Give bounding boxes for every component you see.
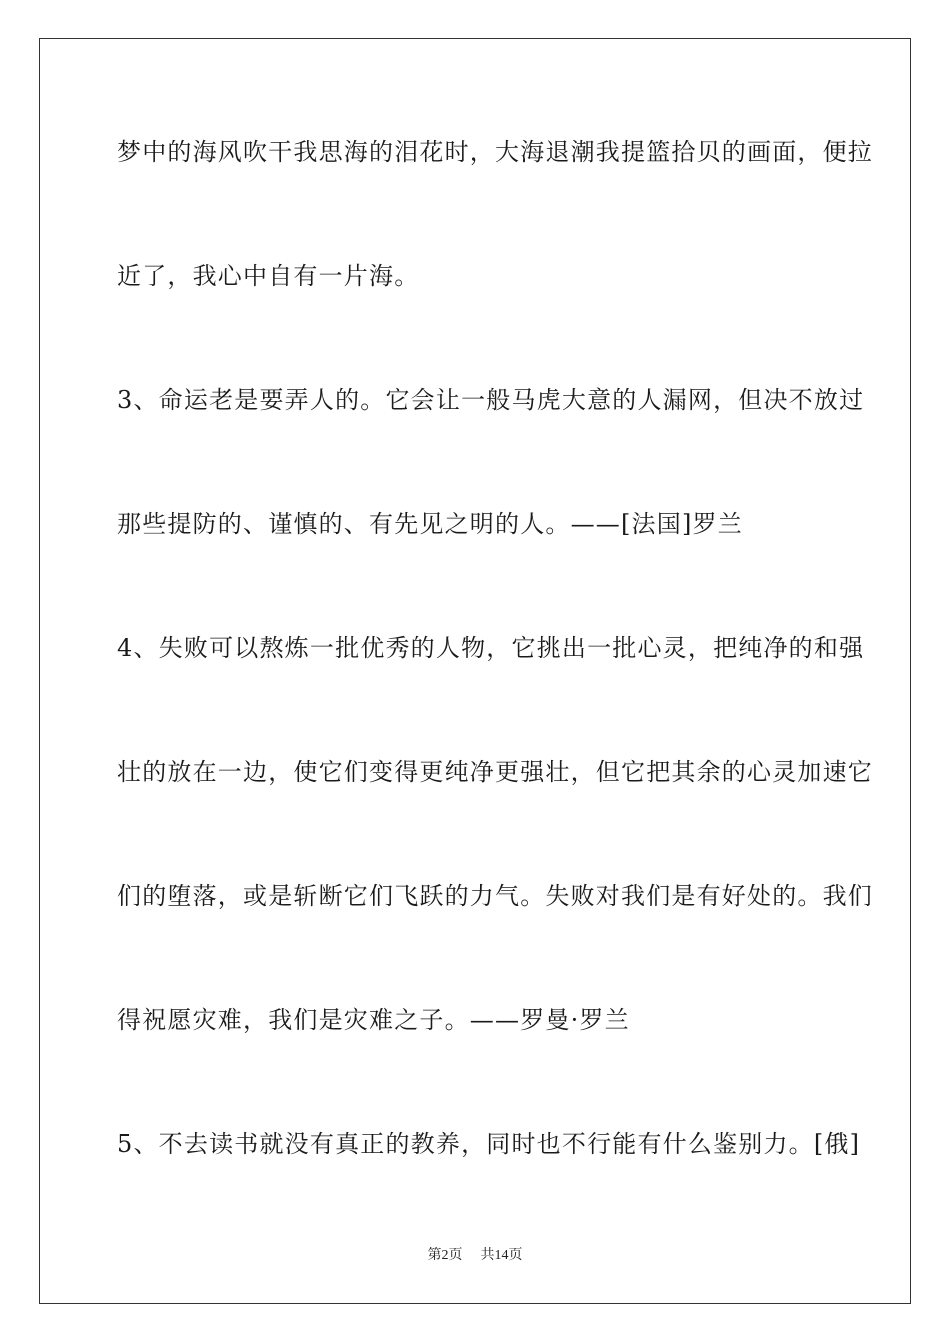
text-line: 壮的放在一边，使它们变得更纯净更强壮，但它把其余的心灵加速它 — [117, 758, 873, 786]
page-number: 第2页 — [427, 1248, 463, 1263]
text-line: 4、失败可以熬炼一批优秀的人物，它挑出一批心灵，把纯净的和强 — [117, 634, 865, 662]
text-line: 们的堕落，或是斩断它们飞跃的力气。失败对我们是有好处的。我们 — [117, 882, 873, 910]
page-total: 共14页 — [480, 1248, 523, 1263]
text-line: 3、命运老是要弄人的。它会让一般马虎大意的人漏网，但决不放过 — [117, 386, 865, 414]
page-footer — [0, 1247, 950, 1265]
text-line: 得祝愿灾难，我们是灾难之子。——罗曼·罗兰 — [117, 1006, 630, 1034]
text-line: 那些提防的、谨慎的、有先见之明的人。——[法国]罗兰 — [117, 510, 743, 538]
text-line: 梦中的海风吹干我思海的泪花时，大海退潮我提篮拾贝的画面，便拉 — [117, 138, 873, 166]
text-line: 5、不去读书就没有真正的教养，同时也不行能有什么鉴别力。[俄] — [117, 1130, 861, 1158]
page-border — [39, 38, 911, 1304]
text-line: 近了，我心中自有一片海。 — [117, 262, 420, 290]
